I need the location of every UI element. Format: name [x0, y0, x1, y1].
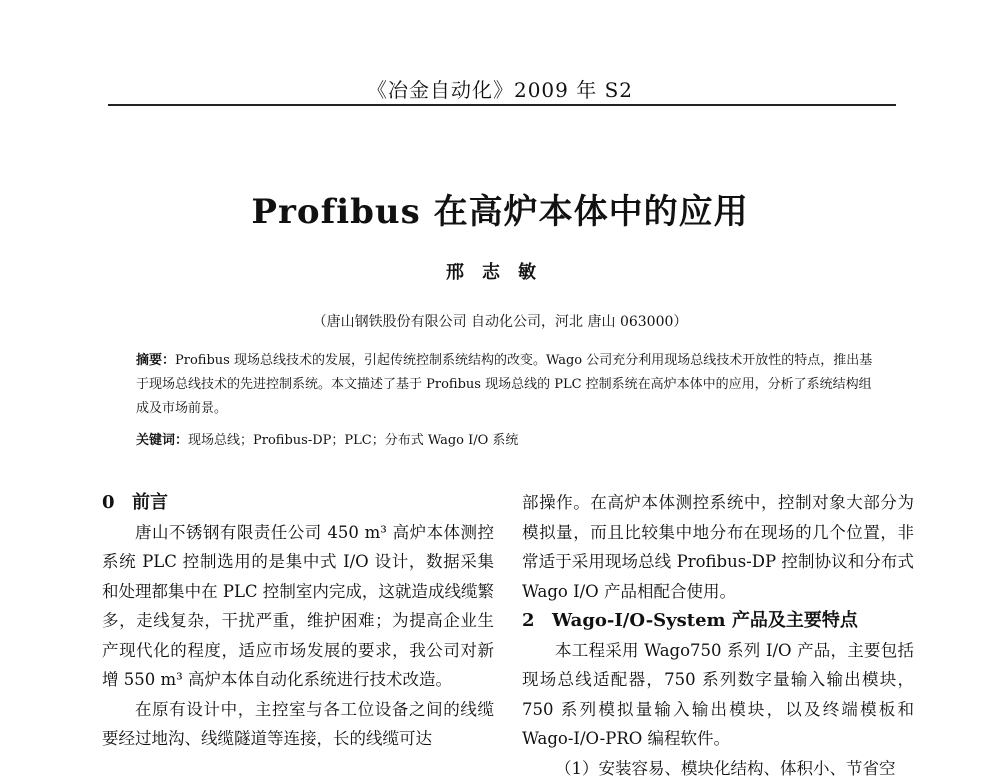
abstract-label: 摘要：: [136, 353, 175, 368]
paragraph: （1）安装容易、模块化结构、体积小、节省空: [522, 754, 914, 783]
keywords: [136, 429, 876, 453]
left-column: [102, 488, 494, 754]
section-number: 0: [102, 488, 132, 518]
paragraph: 唐山不锈钢有限责任公司 450 m³ 高炉本体测控系统 PLC 控制选用的是集中式 I/O 设计，数据采集和处理都集中在 PLC 控制室内完成，这就造成线缆繁多，走线复杂，干扰严重，维护困难；为提高企业生产现代化的程度，适应市场发展的要求，我公司对新增 550 m³ 高炉本体自动化系统进行技术改造。: [102, 518, 494, 695]
affiliation: （唐山钢铁股份有限公司 自动化公司，河北 唐山 063000）: [0, 311, 1000, 331]
section-heading-0: [102, 488, 494, 518]
keywords-label: 关键词：: [136, 433, 188, 448]
abstract: [136, 349, 876, 421]
section-number: 2: [522, 606, 552, 636]
keywords-text: 现场总线；Profibus-DP；PLC；分布式 Wago I/O 系统: [188, 433, 518, 448]
right-column: [522, 488, 914, 783]
header-rule: [108, 104, 896, 106]
section-title: Wago-I/O-System 产品及主要特点: [552, 610, 858, 631]
section-title: 前言: [132, 492, 168, 513]
paragraph: 部操作。在高炉本体测控系统中，控制对象大部分为模拟量，而且比较集中地分布在现场的几个位置，非常适于采用现场总线 Profibus-DP 控制协议和分布式 Wago I/O 产品相配合使用。: [522, 488, 914, 606]
section-heading-2: [522, 606, 914, 636]
paper-title: Profibus 在高炉本体中的应用: [0, 184, 1000, 233]
author-name: 邢志敏: [0, 258, 1000, 284]
abstract-text: Profibus 现场总线技术的发展，引起传统控制系统结构的改变。Wago 公司充分利用现场总线技术开放性的特点，推出基于现场总线技术的先进控制系统。本文描述了基于 Profibus 现场总线的 PLC 控制系统在高炉本体中的应用，分析了系统结构组成及市场前景。: [136, 353, 872, 416]
paragraph: 本工程采用 Wago750 系列 I/O 产品，主要包括现场总线适配器，750 系列数字量输入输出模块，750 系列模拟量输入输出模块，以及终端模板和 Wago-I/O-PRO 编程软件。: [522, 636, 914, 754]
journal-header: 《冶金自动化》2009 年 S2: [0, 74, 1000, 103]
paragraph: 在原有设计中，主控室与各工位设备之间的线缆要经过地沟、线缆隧道等连接，长的线缆可达: [102, 695, 494, 754]
